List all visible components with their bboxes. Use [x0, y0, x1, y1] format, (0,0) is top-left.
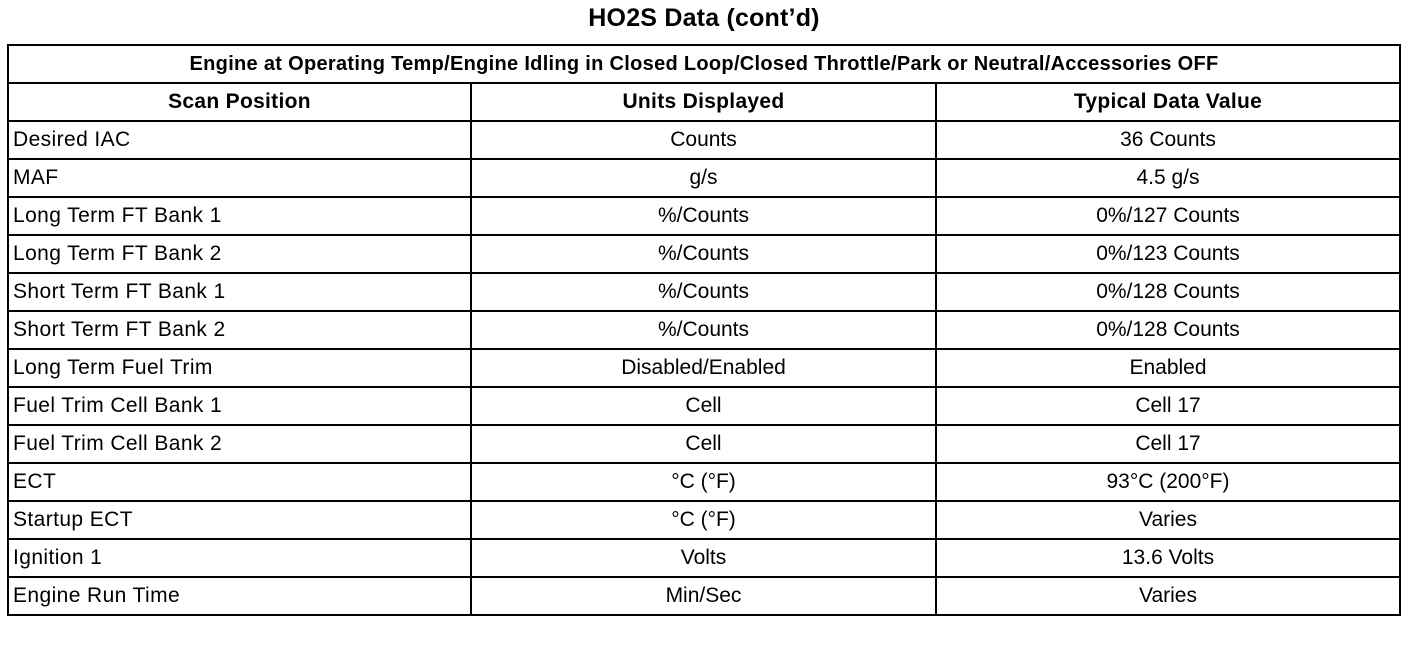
- typical-value-cell: Varies: [936, 501, 1400, 539]
- table-row: [8, 463, 1400, 501]
- table-row: [8, 235, 1400, 273]
- typical-value-cell: 93°C (200°F): [936, 463, 1400, 501]
- ho2s-data-table: [7, 44, 1401, 616]
- table-row: [8, 577, 1400, 615]
- header-scan-position: Scan Position: [8, 83, 471, 121]
- units-displayed-cell: Cell: [471, 387, 936, 425]
- table-row: [8, 425, 1400, 463]
- typical-value-cell: 0%/123 Counts: [936, 235, 1400, 273]
- units-displayed-cell: %/Counts: [471, 235, 936, 273]
- units-displayed-cell: °C (°F): [471, 501, 936, 539]
- scan-position-cell: Long Term Fuel Trim: [8, 349, 471, 387]
- units-displayed-cell: %/Counts: [471, 197, 936, 235]
- units-displayed-cell: Cell: [471, 425, 936, 463]
- typical-value-cell: 0%/128 Counts: [936, 311, 1400, 349]
- typical-value-cell: 36 Counts: [936, 121, 1400, 159]
- header-units-displayed: Units Displayed: [471, 83, 936, 121]
- scan-position-cell: ECT: [8, 463, 471, 501]
- units-displayed-cell: %/Counts: [471, 311, 936, 349]
- header-row: [8, 83, 1400, 121]
- condition-row: [8, 45, 1400, 83]
- units-displayed-cell: Counts: [471, 121, 936, 159]
- scan-position-cell: Short Term FT Bank 1: [8, 273, 471, 311]
- scan-position-cell: MAF: [8, 159, 471, 197]
- scan-position-cell: Startup ECT: [8, 501, 471, 539]
- table-row: [8, 387, 1400, 425]
- typical-value-cell: 4.5 g/s: [936, 159, 1400, 197]
- units-displayed-cell: g/s: [471, 159, 936, 197]
- units-displayed-cell: °C (°F): [471, 463, 936, 501]
- table-row: [8, 349, 1400, 387]
- typical-value-cell: Cell 17: [936, 425, 1400, 463]
- typical-value-cell: Enabled: [936, 349, 1400, 387]
- condition-text: Engine at Operating Temp/Engine Idling in Closed Loop/Closed Throttle/Park or Neutral/Accessories OFF: [8, 45, 1400, 83]
- table-row: [8, 159, 1400, 197]
- scan-position-cell: Engine Run Time: [8, 577, 471, 615]
- scan-position-cell: Short Term FT Bank 2: [8, 311, 471, 349]
- typical-value-cell: Varies: [936, 577, 1400, 615]
- typical-value-cell: Cell 17: [936, 387, 1400, 425]
- scan-position-cell: Fuel Trim Cell Bank 2: [8, 425, 471, 463]
- scan-position-cell: Long Term FT Bank 1: [8, 197, 471, 235]
- data-rows: [8, 121, 1400, 615]
- table-row: [8, 501, 1400, 539]
- table-row: [8, 273, 1400, 311]
- table-row: [8, 197, 1400, 235]
- scan-position-cell: Long Term FT Bank 2: [8, 235, 471, 273]
- table-row: [8, 121, 1400, 159]
- page-title: HO2S Data (cont’d): [588, 4, 820, 32]
- units-displayed-cell: Disabled/Enabled: [471, 349, 936, 387]
- typical-value-cell: 0%/127 Counts: [936, 197, 1400, 235]
- scan-position-cell: Fuel Trim Cell Bank 1: [8, 387, 471, 425]
- scan-position-cell: Ignition 1: [8, 539, 471, 577]
- units-displayed-cell: Min/Sec: [471, 577, 936, 615]
- table-row: [8, 311, 1400, 349]
- table-row: [8, 539, 1400, 577]
- units-displayed-cell: %/Counts: [471, 273, 936, 311]
- units-displayed-cell: Volts: [471, 539, 936, 577]
- header-typical-value: Typical Data Value: [936, 83, 1400, 121]
- typical-value-cell: 0%/128 Counts: [936, 273, 1400, 311]
- typical-value-cell: 13.6 Volts: [936, 539, 1400, 577]
- scan-position-cell: Desired IAC: [8, 121, 471, 159]
